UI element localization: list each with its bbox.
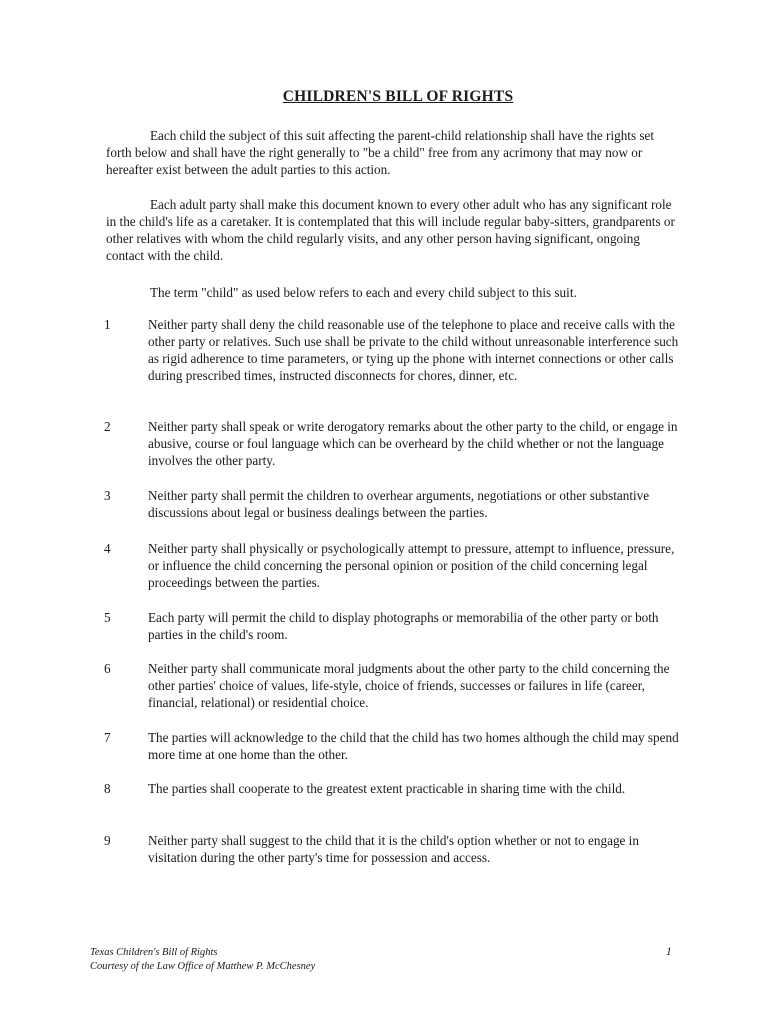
- item-number: 8: [104, 781, 111, 796]
- item-number: 5: [104, 610, 111, 625]
- item-number: 3: [104, 488, 111, 503]
- item-text: Neither party shall suggest to the child that it is the child's option whether or not to engage in visitation during the other party's time for possession and access.: [148, 833, 639, 865]
- item-number: 9: [104, 833, 111, 848]
- intro-paragraph-3: The term "child" as used below refers to each and every child subject to this suit.: [150, 285, 577, 300]
- item-text: Neither party shall speak or write derogatory remarks about the other party to the child, or engage in abusive, course or foul language which can be overheard by the child whether or not the language involves the other party.: [148, 419, 678, 468]
- item-text: The parties shall cooperate to the greatest extent practicable in sharing time with the child.: [148, 781, 626, 796]
- footer-doc-title: Texas Children's Bill of Rights: [90, 947, 218, 958]
- item-text: Neither party shall permit the children to overhear arguments, negotiations or other substantive discussions about legal or business dealings between the parties.: [148, 488, 650, 520]
- item-text: The parties will acknowledge to the child that the child has two homes although the child may spend more time at one home than the other.: [148, 730, 679, 762]
- intro-paragraph-2: Each adult party shall make this document known to every other adult who has any significant role in the child's life as a caretaker. It is contemplated that this will include regular baby-sitters, grandparents or other relatives with whom the child regularly visits, and any other person having significant, ongoing contact with the child.: [106, 197, 675, 263]
- item-number: 1: [104, 317, 111, 332]
- item-text: Each party will permit the child to display photographs or memorabilia of the other party or both parties in the child's room.: [148, 610, 659, 642]
- item-text: Neither party shall physically or psychologically attempt to pressure, attempt to influence, pressure, or influence the child concerning the personal opinion or position of the child concerning legal proceedings between the parties.: [148, 541, 675, 590]
- item-number: 6: [104, 661, 111, 676]
- page-footer: [90, 946, 315, 974]
- page-number: 1: [666, 946, 672, 958]
- document-title: CHILDREN'S BILL OF RIGHTS: [282, 88, 514, 105]
- footer-courtesy: Courtesy of the Law Office of Matthew P. McChesney: [90, 961, 316, 972]
- item-number: 2: [104, 419, 111, 434]
- item-text: Neither party shall communicate moral judgments about the other party to the child concerning the other parties' choice of values, life-style, choice of friends, successes or failures in life (career, financial, relational) or residential choice.: [148, 661, 670, 710]
- item-number: 7: [104, 730, 111, 745]
- item-text: Neither party shall deny the child reasonable use of the telephone to place and receive calls with the other party or relatives. Such use shall be private to the child without unreasonable interference such as rigid adherence to time parameters, or tying up the phone with internet connections or other calls during prescribed times, instructed disconnects for chores, dinner, etc.: [148, 317, 679, 383]
- intro-paragraph-1: Each child the subject of this suit affecting the parent-child relationship shall have the rights set forth below and shall have the right generally to "be a child" free from any acrimony that may now or hereafter exist between the adult parties to this action.: [106, 128, 655, 177]
- item-number: 4: [104, 541, 111, 556]
